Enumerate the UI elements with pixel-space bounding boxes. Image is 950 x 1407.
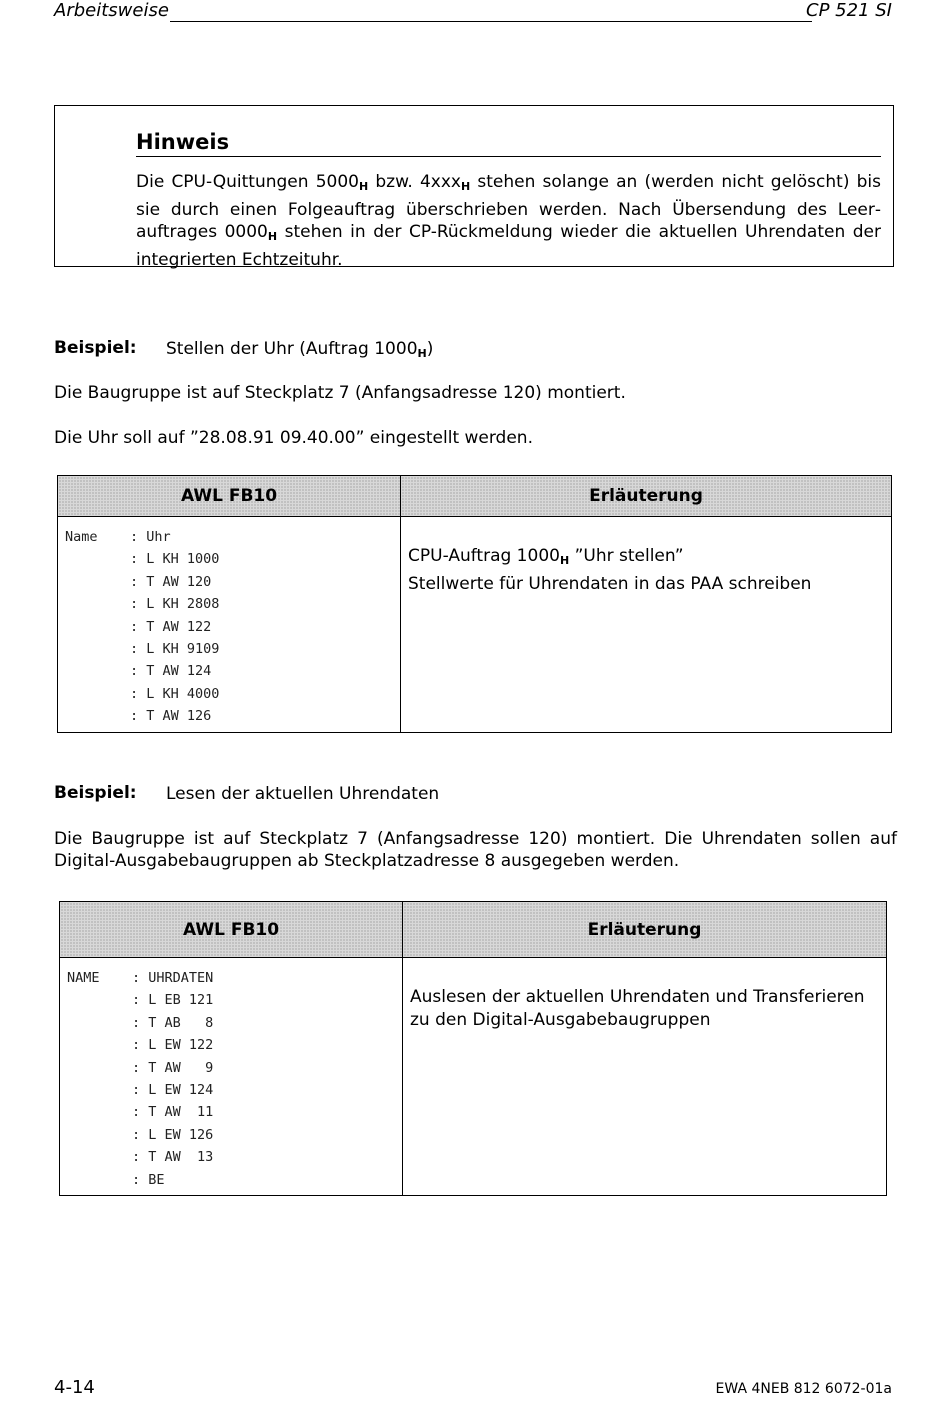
example2-code-line: : T AW 13 [67,1149,214,1166]
example2-code-line: : L EW 124 [67,1082,214,1099]
example1-code-line: : L KH 2808 [65,596,220,613]
example2-code-line: : L EW 126 [67,1126,214,1143]
example1-code-line: : L KH 9109 [65,641,220,658]
example1-title: Stellen der Uhr (Auftrag $1000_H$) [166,339,434,360]
example1-code [58,517,400,728]
example2-code-line: : BE [67,1171,165,1188]
example1-code-line: : T AW 126 [65,708,212,725]
example1-para2: Die Uhr soll auf ”28.08.91 09.40.00” eingestellt werden. [54,428,533,448]
example1-col2-header: Erläuterung [401,476,892,517]
example1-para1: Die Baugruppe ist auf Steckplatz 7 (Anfangsadresse 120) montiert. [54,383,626,403]
document-id: EWA 4NEB 812 6072-01a [715,1381,892,1397]
example1-col1-header: AWL FB10 [58,476,401,517]
example1-code-cell [58,517,401,733]
example1-code-line: : T AW 124 [65,663,212,680]
example2-code-line: : L EB 121 [67,992,214,1009]
example1-desc [401,517,891,595]
example2-code-line: : T AB 8 [67,1014,214,1031]
example1-table [57,475,892,733]
example2-col1-header: AWL FB10 [60,902,403,958]
header-section: Arbeitsweise [54,0,169,21]
example1-code-line: Name : Uhr [65,529,171,545]
example2-title: Lesen der aktuellen Uhrendaten [166,784,440,804]
example2-code-line: : T AW 9 [67,1059,214,1076]
example1-code-line: : L KH 4000 [65,685,220,702]
example1-code-line: : T AW 122 [65,618,212,635]
example2-code-line: : L EW 122 [67,1037,214,1054]
example2-para1: Die Baugruppe ist auf Steckplatz 7 (Anfangsadresse 120) montiert. Die Uhrendaten sollen auf Digital-Ausgabebaugruppen ab Steckplatzadresse 8 ausgegeben werden. [54,829,897,871]
note-title: Hinweis [136,130,230,154]
page-number: 4-14 [54,1377,95,1398]
example2-code [60,958,402,1191]
header-product: CP 521 SI [806,0,892,21]
example2-label: Beispiel: [54,783,137,803]
note-text: Die CPU-Quittungen $5000_H$ bzw. 4xxx$_H$ stehen solange an (werden nicht gelöscht) bis sie durch einen Folgeauftrag überschrieben werden. Nach Übersendung des Leerauftrages $0000_H$ stehen in der CP-Rückmeldung wieder die aktuellen Uhrendaten der integrierten Echtzeituhr. [136,172,881,270]
example1-label: Beispiel: [54,338,137,358]
example2-code-line: : T AW 11 [67,1104,214,1121]
example1-code-line: : L KH 1000 [65,551,220,568]
example1-desc-line1: CPU-Auftrag $1000_H$ ”Uhr stellen” [408,546,684,567]
example1-desc-cell [401,517,892,733]
example2-desc: Auslesen der aktuellen Uhrendaten und Transferieren zu den Digital-Ausgabebaugruppen [410,987,865,1030]
example2-desc-cell [403,958,887,1196]
example2-table [59,901,887,1196]
header-rule [170,21,812,22]
example2-code-cell [60,958,403,1196]
note-title-rule [136,156,881,157]
example1-code-line: : T AW 120 [65,573,212,590]
example2-code-line: NAME : UHRDATEN [67,970,214,986]
example2-col2-header: Erläuterung [403,902,887,958]
example1-desc-line2: Stellwerte für Uhrendaten in das PAA schreiben [408,573,812,594]
